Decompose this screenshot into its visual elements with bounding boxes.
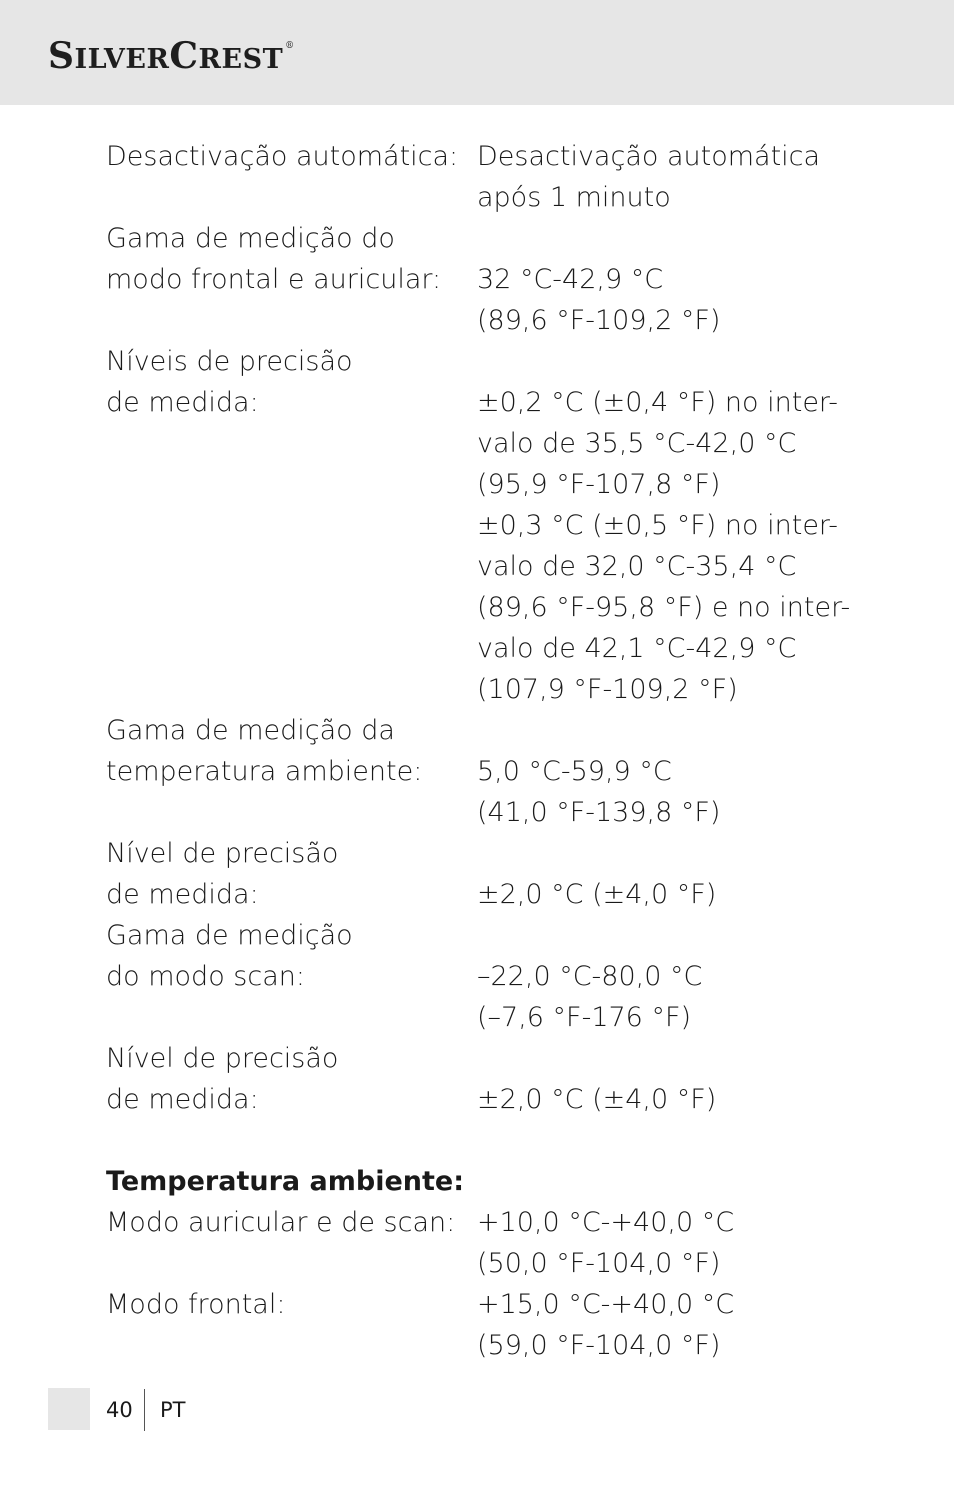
section-spacer xyxy=(106,1120,906,1161)
spec-value: Desactivação automática após 1 minuto xyxy=(477,141,821,213)
section-title-ambient: Temperatura ambiente: xyxy=(106,1166,465,1197)
spec-value: ±2,0 °C (±4,0 °F) xyxy=(477,1084,717,1115)
spec-value: +10,0 °C-+40,0 °C (50,0 °F-104,0 °F) xyxy=(477,1207,735,1279)
spec-label: Gama de medição do modo frontal e auricular: xyxy=(106,223,442,295)
page-header xyxy=(0,0,954,105)
spec-value: 5,0 °C-59,9 °C (41,0 °F-139,8 °F) xyxy=(477,756,721,828)
spec-row-ambient-accuracy xyxy=(106,833,906,915)
logo-letter-c: C xyxy=(169,35,199,77)
footer-divider xyxy=(144,1389,145,1431)
spec-label: Modo frontal: xyxy=(106,1289,286,1320)
spec-value: ±0,2 °C (±0,4 °F) no inter- valo de 35,5 °C-42,0 °C (95,9 °F-107,8 °F) ±0,3 °C (±0,5 °F) no inter- valo de 32,0 °C-35,4 °C (89,6 °F-95,8 °F) e no inter- valo de 42,1 °C-42,9 °C (107,9 °F-109,2 °F) xyxy=(477,387,851,705)
spec-label: Níveis de precisão de medida: xyxy=(106,346,353,418)
spec-label: Nível de precisão de medida: xyxy=(106,1043,339,1115)
footer-marker-box xyxy=(48,1388,90,1430)
logo-letter-s: S xyxy=(48,35,75,77)
spec-row-frontal-mode xyxy=(106,1284,906,1366)
logo-registered-mark: ® xyxy=(285,41,295,51)
spec-label: Gama de medição do modo scan: xyxy=(106,920,353,992)
spec-row-ear-scan-mode xyxy=(106,1202,906,1284)
page-number: 40 xyxy=(106,1398,133,1422)
spec-label: Modo auricular e de scan: xyxy=(106,1207,456,1238)
spec-content xyxy=(106,136,906,1366)
logo-text-rest: REST xyxy=(198,44,284,75)
spec-label: Desactivação automática: xyxy=(106,141,459,172)
logo-text-ilver: ILVER xyxy=(74,44,170,75)
spec-value: 32 °C-42,9 °C (89,6 °F-109,2 °F) xyxy=(477,264,721,336)
spec-row-ambient-range xyxy=(106,710,906,833)
spec-label: Gama de medição da temperatura ambiente: xyxy=(106,715,423,787)
spec-row-frontal-ear-range xyxy=(106,218,906,341)
spec-row-scan-range xyxy=(106,915,906,1038)
spec-row-scan-accuracy xyxy=(106,1038,906,1120)
spec-label: Nível de precisão de medida: xyxy=(106,838,339,910)
spec-value: –22,0 °C-80,0 °C (–7,6 °F-176 °F) xyxy=(477,961,703,1033)
spec-value: +15,0 °C-+40,0 °C (59,0 °F-104,0 °F) xyxy=(477,1289,735,1361)
spec-value: ±2,0 °C (±4,0 °F) xyxy=(477,879,717,910)
spec-row-auto-off xyxy=(106,136,906,218)
language-code: PT xyxy=(160,1398,186,1422)
silvercrest-logo xyxy=(48,35,295,77)
spec-row-accuracy-levels xyxy=(106,341,906,710)
